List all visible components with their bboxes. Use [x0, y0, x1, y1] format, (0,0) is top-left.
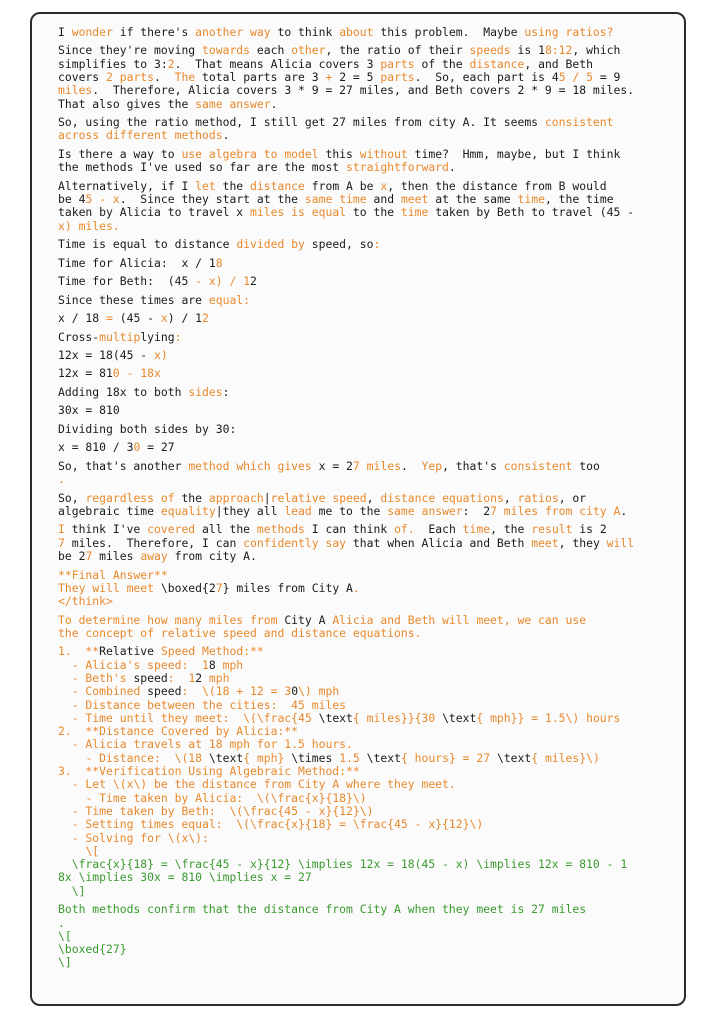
text-run: without — [359, 146, 408, 161]
text-run: **Final Answer** They will meet — [58, 567, 168, 595]
text-run: 2 — [167, 56, 175, 71]
text-run: at the same — [428, 192, 518, 207]
text-run: time? Hmm, maybe, but I think the methods I've used so far are the most — [58, 146, 621, 175]
text-run: So, that's another — [58, 458, 189, 473]
text-run: | — [263, 490, 271, 505]
text-run: parts — [380, 56, 415, 71]
text-run: 12x = 18(45 - — [58, 348, 155, 362]
text-run: miles. Therefore, I can — [64, 535, 244, 550]
text-run: about — [339, 25, 374, 39]
text-run: The — [174, 70, 196, 85]
text-run: be 2 — [58, 549, 86, 564]
text-run: , — [366, 490, 381, 505]
text-run: , or algebraic time — [58, 490, 587, 518]
text-run: 30x = 810 — [58, 403, 120, 418]
text-run: total parts are 3 — [195, 70, 326, 85]
text-run: 0 — [291, 684, 299, 699]
paragraph-14 — [58, 404, 670, 417]
text-run: . </think> — [58, 580, 360, 609]
text-run: away — [140, 549, 168, 564]
text-run: 12x = 81 — [58, 366, 113, 381]
text-run: speeds — [469, 43, 511, 58]
text-run: consistent — [503, 458, 573, 473]
text-run: , the time taken by Alicia to travel x — [58, 192, 614, 220]
paragraph-18 — [58, 492, 670, 519]
text-run: So, using the ratio method, I still get 27 miles from city A. It seems — [58, 115, 545, 130]
text-run: x) miles. — [58, 218, 120, 233]
text-run: , and Beth covers — [58, 56, 593, 85]
text-run: Each — [414, 522, 463, 537]
text-run: . Therefore, Alicia covers 3 * 9 = 27 miles, and Beth covers 2 * 9 = 18 miles. That also gives the — [58, 83, 635, 111]
paragraph-4 — [58, 180, 670, 233]
text-run: \) mph - Distance between the cities: 45 miles - Time until they meet: \(\frac{45 — [71, 684, 347, 725]
text-run: speed — [147, 684, 182, 699]
text-run: meet — [531, 535, 559, 550]
text-run: same answer — [387, 503, 463, 518]
text-run: : — [373, 237, 381, 252]
text-run: x) — [154, 348, 168, 362]
text-run: if there's — [112, 25, 196, 39]
text-run: : \(18 + 12 = 3 — [181, 684, 292, 699]
text-run: . So, each part is 4 — [414, 70, 559, 85]
text-run: mph - Beth's — [71, 657, 244, 685]
paragraph-24 — [58, 765, 670, 898]
text-run: 7 — [85, 549, 93, 564]
text-run: \frac{x}{18} = \frac{45 - x}{12} \implies 12x = 18(45 - x) \implies 12x = 810 - 1 8x \implies 30x = 810 \implies x = 27 \] — [58, 857, 628, 898]
text-run: speed, so — [304, 237, 374, 252]
text-run: each — [250, 43, 292, 58]
text-run: another way — [195, 25, 271, 39]
paragraph-17 — [58, 460, 670, 487]
text-run: parts — [380, 70, 415, 85]
text-run: ratios — [517, 490, 559, 505]
text-run: is 1 — [510, 43, 545, 58]
paragraph-21 — [58, 614, 670, 641]
text-run: consistent across different methods — [58, 115, 614, 143]
text-run: Since they're moving — [58, 43, 203, 58]
text-run: \text — [366, 750, 401, 765]
text-run: other — [291, 43, 326, 58]
text-run: } miles from City A — [222, 580, 353, 595]
text-run: Time for Alicia: x / 1 — [58, 255, 216, 270]
text-run: . — [448, 160, 456, 175]
paragraph-0 — [58, 26, 670, 39]
text-run: 2 parts — [106, 70, 155, 85]
text-run: { hours} = 27 — [400, 750, 497, 765]
text-run: Is there a way to — [58, 146, 182, 161]
text-run: 7 — [215, 580, 223, 595]
text-run: taken by Beth to travel (45 - — [435, 205, 635, 220]
text-run: City A — [284, 612, 326, 627]
paragraph-2 — [58, 116, 670, 143]
text-run: divided by — [236, 237, 305, 252]
text-run: me to the — [311, 503, 388, 518]
text-run: \times — [291, 750, 333, 765]
text-run: \text — [496, 750, 532, 765]
text-run: Relative — [99, 644, 155, 659]
paragraph-3 — [58, 148, 670, 175]
paragraph-11 — [58, 349, 670, 362]
text-run: use algebra to model — [181, 146, 319, 161]
text-run: of. — [394, 522, 415, 537]
text-run: + — [325, 70, 333, 85]
text-run: 2. **Distance Covered by Alicia:** - Alicia travels at 18 mph for 1.5 hours. - Distance: \(18 — [58, 724, 353, 765]
paragraph-16 — [58, 441, 670, 454]
text-run: to think — [270, 25, 340, 39]
text-run: 0 — [133, 440, 141, 455]
text-run: all the — [195, 522, 257, 537]
text-run: ) / 1 — [167, 311, 203, 326]
text-run: = 27 — [140, 440, 175, 455]
text-run: , they — [558, 535, 607, 550]
text-run: I can think — [304, 522, 395, 537]
text-run: 8 — [208, 657, 216, 672]
text-run: 2 — [202, 311, 209, 326]
text-run: approach — [208, 490, 264, 505]
paragraph-6 — [58, 257, 670, 270]
text-run: distance equations — [380, 490, 504, 505]
text-run: x = 2 — [311, 458, 353, 473]
text-run: . — [400, 458, 422, 473]
paragraph-1 — [58, 44, 670, 110]
text-run: Time for Beth: (45 — [58, 274, 196, 289]
text-run: x = 810 / 3 — [58, 440, 134, 455]
text-run: multip — [99, 329, 141, 344]
text-run: : — [174, 329, 182, 344]
text-run: 2 = 5 — [332, 70, 381, 85]
text-run: , the ratio of their — [325, 43, 470, 58]
text-run: same answer — [195, 96, 271, 111]
paragraph-20 — [58, 569, 670, 609]
text-run: |they all — [215, 503, 285, 518]
text-run: x — [160, 311, 168, 326]
text-run: to the — [346, 205, 401, 220]
text-run: 7 miles from city A — [490, 503, 621, 518]
text-run: \text — [318, 710, 353, 725]
text-run: . — [620, 503, 628, 518]
text-run: = — [106, 311, 113, 326]
text-run: x — [380, 178, 388, 193]
text-run: x / 18 — [58, 311, 107, 326]
text-run: the — [215, 178, 251, 193]
text-run: 5 / 5 — [558, 70, 593, 85]
text-run: result — [531, 522, 573, 537]
text-run: : 1 — [167, 671, 196, 685]
paragraph-13 — [58, 386, 670, 399]
text-run: 8 — [215, 255, 223, 270]
text-run: will — [606, 535, 635, 550]
text-run: : — [222, 384, 230, 399]
paragraph-25 — [58, 903, 670, 969]
text-run: is 2 — [579, 522, 607, 537]
text-run: 2 — [195, 671, 203, 685]
paragraph-23 — [58, 725, 670, 765]
text-run: time — [517, 192, 545, 207]
paragraph-5 — [58, 238, 670, 251]
text-run: Both methods confirm that the distance from City A when they meet is 27 miles . \[ \boxed{27} \] — [58, 902, 587, 970]
text-run: 1.5 — [332, 750, 367, 765]
text-run: { mph} — [243, 750, 292, 765]
text-run: miles — [58, 83, 93, 98]
text-run: I — [58, 25, 72, 39]
paragraph-15 — [58, 423, 670, 436]
text-run: . — [58, 472, 65, 487]
text-run: Cross- — [58, 329, 100, 344]
text-run: sides — [188, 384, 223, 399]
document-content — [58, 26, 670, 975]
text-run: straightforward — [346, 160, 449, 175]
text-run: distance — [469, 56, 525, 71]
paragraph-9 — [58, 312, 670, 325]
text-run: { miles}\) — [531, 750, 600, 765]
text-run: Dividing both sides by 30: — [58, 421, 237, 436]
text-run: from city A. — [167, 549, 257, 564]
paragraph-7 — [58, 275, 670, 288]
text-run: 8:12 — [544, 43, 573, 58]
text-run: Adding 18x to both — [58, 384, 189, 399]
text-run: To determine how many miles from — [58, 612, 285, 627]
text-run: = 9 — [599, 70, 621, 85]
text-run: wonder — [71, 25, 113, 39]
text-run: time — [462, 522, 491, 537]
text-run: (45 - — [112, 311, 161, 326]
text-run: and — [366, 192, 401, 207]
paragraph-12 — [58, 367, 670, 380]
text-run: think I've — [64, 522, 148, 537]
paragraph-10 — [58, 331, 670, 344]
text-run: equal: — [208, 292, 251, 307]
text-run: . That means Alicia covers 3 — [174, 56, 381, 71]
text-run: Since these times are — [58, 292, 209, 307]
text-run: method which gives — [188, 458, 312, 473]
text-run: using ratios? — [524, 25, 614, 39]
text-run: Speed Method:** - Alicia's speed: 1 — [71, 644, 264, 672]
text-run: { miles}}{30 — [352, 710, 443, 725]
text-run: covered — [147, 522, 196, 537]
text-run: this problem. Maybe — [373, 25, 525, 39]
text-run: . — [154, 70, 175, 85]
text-run: , which simplifies to 3: — [58, 43, 621, 71]
text-run: 5 - x — [85, 192, 120, 207]
text-run: meet — [400, 192, 429, 207]
text-run: . — [222, 128, 230, 143]
text-run: mph - Combined — [71, 671, 230, 699]
text-run: lead — [284, 503, 312, 518]
text-run: , — [503, 490, 518, 505]
paragraph-8 — [58, 294, 670, 307]
text-run: from A be — [304, 178, 381, 193]
text-run: 7 — [58, 535, 65, 550]
text-run: Alicia and Beth will meet, we can use the concept of relative speed and distance equations. — [58, 612, 587, 640]
text-run: \text — [442, 710, 477, 725]
text-run: Time is equal to distance — [58, 237, 237, 252]
text-run: of the — [414, 56, 470, 71]
text-run: time — [400, 205, 429, 220]
text-run: too — [579, 458, 600, 473]
text-run: 3. **Verification Using Algebraic Method:** - Let \(x\) be the distance from City A where they meet. - Time taken by Alicia: \(\frac{x}{18}\) - Time taken by Beth: \(\frac{45 - x}{12}\) - Setting times equal: \(\frac{x}{18} = \frac{45 - x}{12}\) - Solving for \(x\): \[ — [58, 764, 484, 858]
text-run: . — [270, 96, 278, 111]
text-run: - x) / 1 — [195, 274, 251, 289]
text-run: I — [58, 522, 65, 537]
text-run: speed — [133, 671, 168, 685]
text-run: this — [318, 146, 360, 161]
text-run: \boxed{2 — [154, 580, 216, 595]
text-run: regardless of — [85, 490, 175, 505]
text-run: Yep — [421, 458, 443, 473]
text-run: towards — [202, 43, 251, 58]
text-run: miles is equal — [250, 205, 347, 220]
text-run: relative speed — [270, 490, 367, 505]
paragraph-22 — [58, 645, 670, 725]
paragraph-19 — [58, 523, 670, 563]
text-run: { mph}} = 1.5\) hours — [476, 710, 621, 725]
text-run: So, — [58, 490, 86, 505]
text-run: that when Alicia and Beth — [346, 535, 532, 550]
text-run: equality — [160, 503, 216, 518]
text-run: methods — [256, 522, 305, 537]
text-run: , then the distance from B would be 4 — [58, 178, 607, 207]
text-run: same time — [304, 192, 367, 207]
text-run: : 2 — [462, 503, 491, 518]
text-run: confidently say — [243, 535, 347, 550]
text-run: distance — [250, 178, 305, 193]
text-run: the — [174, 490, 209, 505]
text-run: 0 - 18x — [112, 366, 161, 381]
text-run: 7 miles — [352, 458, 401, 473]
text-run: miles — [92, 549, 141, 564]
text-run: , that's — [442, 458, 504, 473]
text-run: 2 — [250, 274, 257, 289]
text-run: 1. ** — [58, 644, 100, 659]
text-run: . Since they start at the — [119, 192, 305, 207]
text-run: , the — [490, 522, 532, 537]
text-run: let — [195, 178, 216, 193]
text-run: Alternatively, if I — [58, 178, 196, 193]
text-run: \text — [208, 750, 244, 765]
text-run: lying — [140, 329, 175, 344]
